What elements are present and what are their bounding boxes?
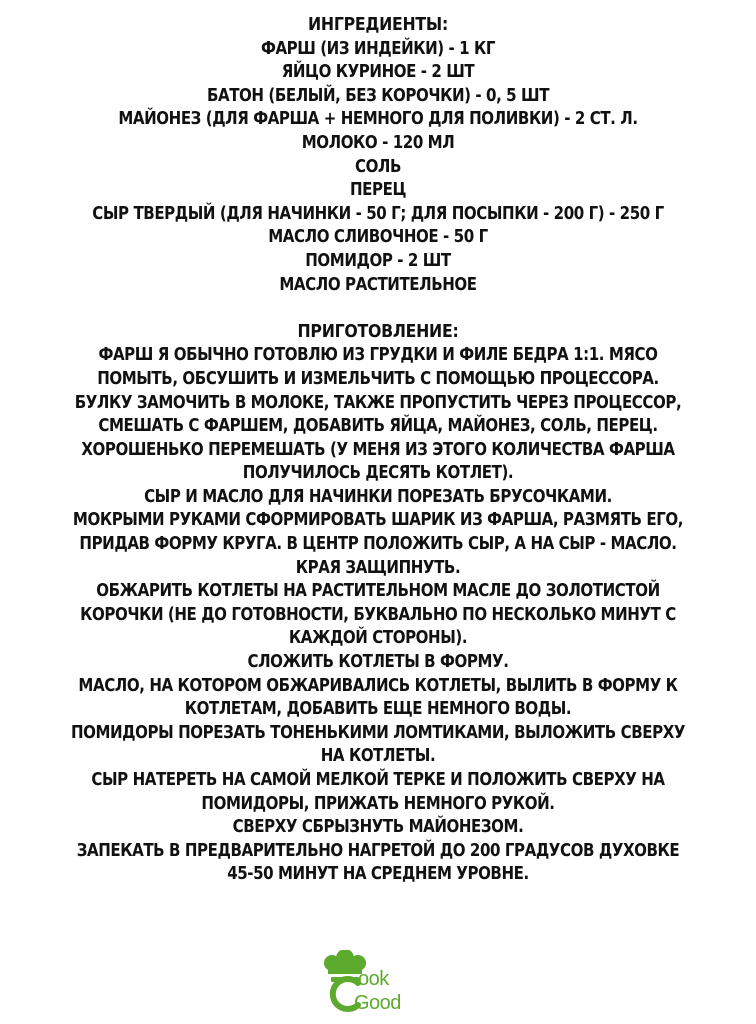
preparation-line: КРАЯ ЗАЩИПНУТЬ. — [295, 557, 461, 578]
preparation-line: СМЕШАТЬ С ФАРШЕМ, ДОБАВИТЬ ЯЙЦА, МАЙОНЕЗ, СОЛЬ, ПЕРЕЦ. — [98, 416, 658, 437]
preparation-line: ФАРШ Я ОБЫЧНО ГОТОВЛЮ ИЗ ГРУДКИ И ФИЛЕ БЕДРА 1:1. МЯСО — [98, 345, 658, 366]
preparation-heading: ПРИГОТОВЛЕНИЕ: — [297, 321, 459, 342]
ingredient-item: МАЙОНЕЗ (ДЛЯ ФАРША + НЕМНОГО ДЛЯ ПОЛИВКИ) - 2 СТ. Л. — [118, 109, 638, 130]
preparation-line: ПОМИДОРЫ, ПРИЖАТЬ НЕМНОГО РУКОЙ. — [201, 793, 555, 814]
ingredient-item: МОЛОКО - 120 МЛ — [301, 132, 455, 153]
logo-text-cook: ook — [358, 968, 389, 990]
preparation-line: БУЛКУ ЗАМОЧИТЬ В МОЛОКЕ, ТАКЖЕ ПРОПУСТИТЬ ЧЕРЕЗ ПРОЦЕССОР, — [74, 392, 682, 413]
ingredient-item: ПОМИДОР - 2 ШТ — [305, 250, 451, 271]
preparation-line: ПОМЫТЬ, ОБСУШИТЬ И ИЗМЕЛЬЧИТЬ С ПОМОЩЬЮ ПРОЦЕССОРА. — [97, 368, 659, 389]
cookgood-logo — [318, 950, 418, 1020]
preparation-line: 45-50 МИНУТ НА СРЕДНЕМ УРОВНЕ. — [227, 864, 529, 885]
ingredient-item: ПЕРЕЦ — [349, 180, 407, 201]
ingredient-item: СОЛЬ — [354, 156, 402, 177]
ingredient-item: МАСЛО РАСТИТЕЛЬНОЕ — [279, 274, 477, 295]
preparation-line: СЛОЖИТЬ КОТЛЕТЫ В ФОРМУ. — [247, 652, 509, 673]
ingredient-item: БАТОН (БЕЛЫЙ, БЕЗ КОРОЧКИ) - 0, 5 ШТ — [206, 85, 550, 106]
preparation-line: ПОЛУЧИЛОСЬ ДЕСЯТЬ КОТЛЕТ). — [242, 463, 514, 484]
preparation-line: КАЖДОЙ СТОРОНЫ). — [288, 628, 468, 649]
ingredient-item: СЫР ТВЕРДЫЙ (ДЛЯ НАЧИНКИ - 50 Г; ДЛЯ ПОСЫПКИ - 200 Г) - 250 Г — [92, 203, 664, 224]
preparation-line: ПРИДАВ ФОРМУ КРУГА. В ЦЕНТР ПОЛОЖИТЬ СЫР, А НА СЫР - МАСЛО. — [79, 534, 677, 555]
preparation-line: КОРОЧКИ (НЕ ДО ГОТОВНОСТИ, БУКВАЛЬНО ПО НЕСКОЛЬКО МИНУТ С — [80, 604, 676, 625]
ingredients-heading: ИНГРЕДИЕНТЫ: — [308, 15, 448, 35]
preparation-line: ХОРОШЕНЬКО ПЕРЕМЕШАТЬ (У МЕНЯ ИЗ ЭТОГО КОЛИЧЕСТВА ФАРША — [81, 439, 675, 460]
ingredient-item: МАСЛО СЛИВОЧНОЕ - 50 Г — [268, 227, 488, 248]
ingredient-item: ЯЙЦО КУРИНОЕ - 2 ШТ — [281, 62, 475, 83]
recipe-text — [0, 14, 756, 887]
logo-text-good: Good — [354, 992, 401, 1014]
preparation-line: ОБЖАРИТЬ КОТЛЕТЫ НА РАСТИТЕЛЬНОМ МАСЛЕ ДО ЗОЛОТИСТОЙ — [96, 581, 660, 602]
preparation-line: СВЕРХУ СБРЫЗНУТЬ МАЙОНЕЗОМ. — [232, 817, 524, 838]
preparation-line: НА КОТЛЕТЫ. — [320, 746, 436, 767]
preparation-line: СЫР НАТЕРЕТЬ НА САМОЙ МЕЛКОЙ ТЕРКЕ И ПОЛОЖИТЬ СВЕРХУ НА — [91, 770, 665, 790]
section-spacer — [0, 297, 756, 321]
preparation-line: МОКРЫМИ РУКАМИ СФОРМИРОВАТЬ ШАРИК ИЗ ФАРША, РАЗМЯТЬ ЕГО, — [72, 510, 684, 531]
preparation-line: ЗАПЕКАТЬ В ПРЕДВАРИТЕЛЬНО НАГРЕТОЙ ДО 200 ГРАДУСОВ ДУХОВКЕ — [76, 840, 680, 861]
preparation-line: МАСЛО, НА КОТОРОМ ОБЖАРИВАЛИСЬ КОТЛЕТЫ, ВЫЛИТЬ В ФОРМУ К — [78, 675, 678, 696]
ingredient-item: ФАРШ (ИЗ ИНДЕЙКИ) - 1 КГ — [260, 38, 496, 59]
preparation-line: КОТЛЕТАМ, ДОБАВИТЬ ЕЩЕ НЕМНОГО ВОДЫ. — [184, 699, 572, 720]
preparation-line: СЫР И МАСЛО ДЛЯ НАЧИНКИ ПОРЕЗАТЬ БРУСОЧКАМИ. — [144, 486, 612, 507]
preparation-line: ПОМИДОРЫ ПОРЕЗАТЬ ТОНЕНЬКИМИ ЛОМТИКАМИ, ВЫЛОЖИТЬ СВЕРХУ — [70, 722, 686, 743]
